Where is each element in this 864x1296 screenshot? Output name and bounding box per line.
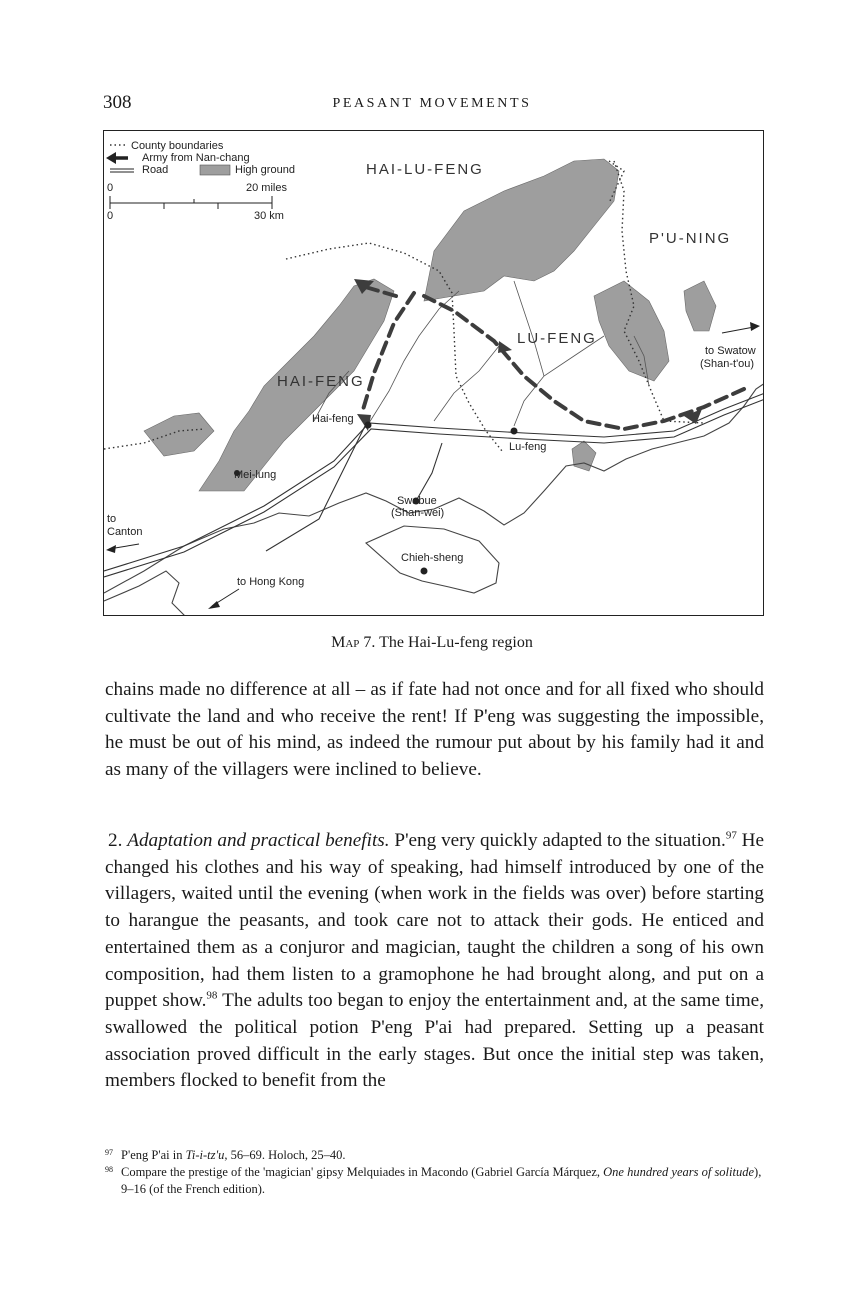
arrow-to-swatow [722,327,754,333]
legend-scale-km-0: 0 [107,210,114,222]
road-swabue [416,443,442,501]
place-to-canton-2: Canton [107,526,143,538]
high-ground-north [424,159,619,301]
high-ground-east-2 [684,281,716,331]
place-hai-feng: Hai-feng [312,413,354,425]
legend-scale-km-30: 30 km [254,210,284,222]
place-shan-wei: (Shan-wei) [391,507,445,519]
high-ground-west-2 [144,413,214,456]
legend-high-ground-swatch [200,165,230,175]
footnote-number: 97 [105,1148,113,1157]
footnote-ref-97: 97 [725,829,737,842]
footnote-97 [105,1147,764,1164]
footnote-text-post: , 56–69. Holoch, 25–40. [224,1148,346,1162]
paragraph-2-part-c: The adults too began to enjoy the entertainment and, at the same time, swallowed the political potion P'eng P'ai had prepared. Setting up a peasant association proved difficult in the early stages. But once the initial step was taken, members flocked to benefit from the [105,990,764,1092]
arrowhead-canton [106,545,116,553]
legend-scale-miles-0: 0 [107,182,114,194]
place-to-swatow: to Swatow [705,345,756,357]
legend-high-ground: High ground [235,164,295,176]
place-swabue: Swabue [397,495,437,507]
legend-army: Army from Nan-chang [142,152,250,164]
region-label-pu-ning: P'U-NING [649,230,732,247]
legend-scale-miles-20: 20 miles [246,182,287,194]
section-number: 2. [108,830,123,851]
region-label-hai-lu-feng: HAI-LU-FENG [366,161,484,178]
caption-label: Map [331,634,360,651]
paragraph-1: chains made no difference at all – as if fate had not once and for all fixed who should cultivate the land and who receive the rent! If P'eng was suggesting the impossible, he must be out of his mind, as indeed the rumour put about by his family had it and as many of the villagers were inclined to believe. [105,679,764,781]
footnote-work-title: Ti-i-tz'u [185,1148,225,1162]
place-shan-tou: (Shan-t'ou) [700,358,755,370]
paragraph-2-part-a: P'eng very quickly adapted to the situation. [394,830,726,851]
legend-county-boundaries: County boundaries [131,140,224,152]
arrowhead-swatow [750,322,760,331]
paragraph-2 [105,828,764,1095]
town-chieh-sheng [421,568,428,575]
map-graphic [104,131,764,616]
caption-title: The Hai-Lu-feng region [379,634,533,651]
coastline-2 [104,571,186,616]
footnote-text-post: ), 9–16 (of the French edition). [121,1165,762,1196]
place-lu-feng: Lu-feng [509,441,547,453]
section-heading: Adaptation and practical benefits. [127,830,390,851]
army-arrowhead-4 [498,341,512,353]
map-figure [103,130,764,616]
river-3 [434,346,499,421]
footnote-ref-98: 98 [206,989,218,1002]
region-label-hai-feng: HAI-FENG [277,373,365,390]
footnotes [105,1147,764,1198]
footnote-text-pre: P'eng P'ai in [121,1148,186,1162]
footnote-number: 98 [105,1165,113,1174]
town-hai-feng [365,422,372,429]
place-mei-lung: Mei-lung [234,469,277,481]
legend-army-head [106,152,116,164]
caption-number: 7. [363,634,376,651]
footnote-98 [105,1164,764,1198]
map-caption [0,634,864,652]
place-chieh-sheng: Chieh-sheng [401,552,464,564]
legend-scale-bar [110,196,272,209]
high-ground-east [594,281,669,381]
place-to-canton-1: to [107,513,117,525]
river-5 [514,281,544,376]
legend-road: Road [142,164,169,176]
region-label-lu-feng: LU-FENG [517,330,597,347]
footnote-work-title: One hundred years of solitude [603,1165,755,1179]
running-head: PEASANT MOVEMENTS [332,96,532,111]
place-to-hong-kong: to Hong Kong [237,576,305,588]
footnote-text-pre: Compare the prestige of the 'magician' gipsy Melquiades in Macondo (Gabriel García Márquez, [121,1165,604,1179]
page-number: 308 [103,92,132,113]
town-lu-feng [511,428,518,435]
paragraph-2-part-b: He changed his clothes and his way of speaking, had himself introduced by one of the villagers, waited until the evening (when work in the fields was over) before starting to harangue the peasants, and took care not to attack their gods. He enticed and entertained them as a conjuror and magician, taught the children a song of his own composition, had them listen to a gramophone he had brought along, and put on a puppet show. [105,830,765,1012]
